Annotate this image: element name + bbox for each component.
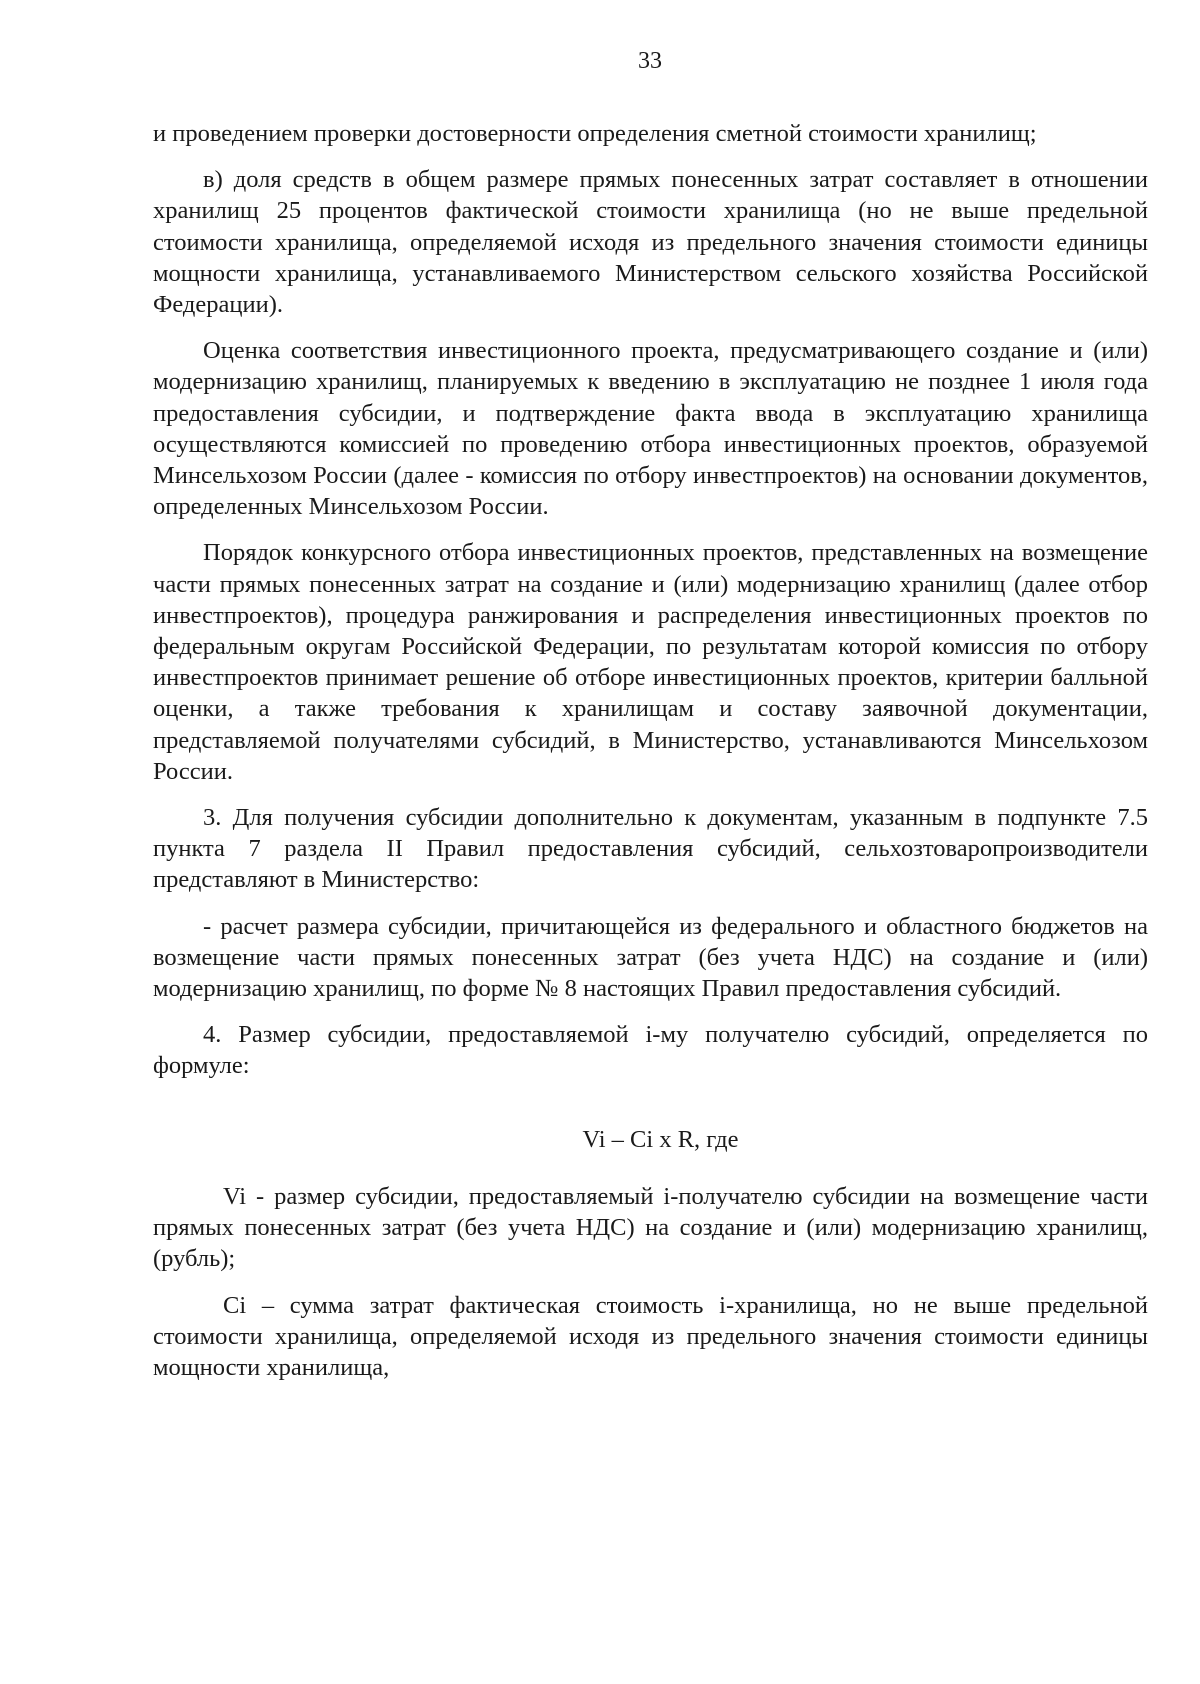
definition-ci: Ci – сумма затрат фактическая стоимость i-хранилища, но не выше предельной стоимости хранилища, определяемой исходя из предельного значения стоимости единицы мощности хранилища,	[153, 1291, 1148, 1381]
document-body	[153, 118, 1148, 1383]
paragraph-calculation: - расчет размера субсидии, причитающейся из федерального и областного бюджетов на возмещение части прямых понесенных затрат (без учета НДС) на создание и (или) модернизацию хранилищ, по форме № 8 настоящих Правил предоставления субсидий.	[153, 912, 1148, 1003]
paragraph-project-assessment: Оценка соответствия инвестиционного проекта, предусматривающего создание и (или) модернизацию хранилищ, планируемых к введению в эксплуатацию не позднее 1 июля года предоставления субсидии, и подтверждение факта ввода в эксплуатацию хранилища осуществляются комиссией по проведению отбора инвестиционных проектов, образуемой Минсельхозом России (далее - комиссия по отбору инвестпроектов) на основании документов, определенных Минсельхозом России.	[153, 337, 1148, 521]
definition-vi: Vi - размер субсидии, предоставляемый i-получателю субсидии на возмещение части прямых понесенных затрат (без учета НДС) на создание и (или) модернизацию хранилищ, (рубль);	[153, 1182, 1148, 1273]
paragraph-selection-procedure: Порядок конкурсного отбора инвестиционных проектов, представленных на возмещение части прямых понесенных затрат на создание и (или) модернизацию хранилищ (далее отбор инвестпроектов), процедура ранжирования и распределения инвестиционных проектов по федеральным округам Российской Федерации, по результатам которой комиссия по отбору инвестпроектов принимает решение об отборе инвестиционных проектов, критерии балльной оценки, а также требования к хранилищам и составу заявочной документации, представляемой получателями субсидий, в Министерство, устанавливаются Минсельхозом России.	[153, 539, 1148, 785]
paragraph-share-of-funds: в) доля средств в общем размере прямых понесенных затрат составляет в отношении хранилищ 25 процентов фактической стоимости хранилища (но не выше предельной стоимости хранилища, определяемой исходя из предельного значения стоимости единицы мощности хранилища, устанавливаемого Министерством сельского хозяйства Российской Федерации).	[153, 166, 1148, 319]
formula: Vi – Ci x R, где	[582, 1125, 739, 1153]
paragraph-continuation: и проведением проверки достоверности определения сметной стоимости хранилищ;	[153, 120, 1037, 147]
paragraph-item-3: 3. Для получения субсидии дополнительно к документам, указанным в подпункте 7.5 пункта 7 раздела II Правил предоставления субсидий, сельхозтоваропроизводители представляют в Министерство:	[153, 804, 1148, 894]
paragraph-item-4: 4. Размер субсидии, предоставляемой i-му получателю субсидий, определяется по формуле:	[153, 1021, 1148, 1080]
page-number: 33	[638, 48, 662, 74]
